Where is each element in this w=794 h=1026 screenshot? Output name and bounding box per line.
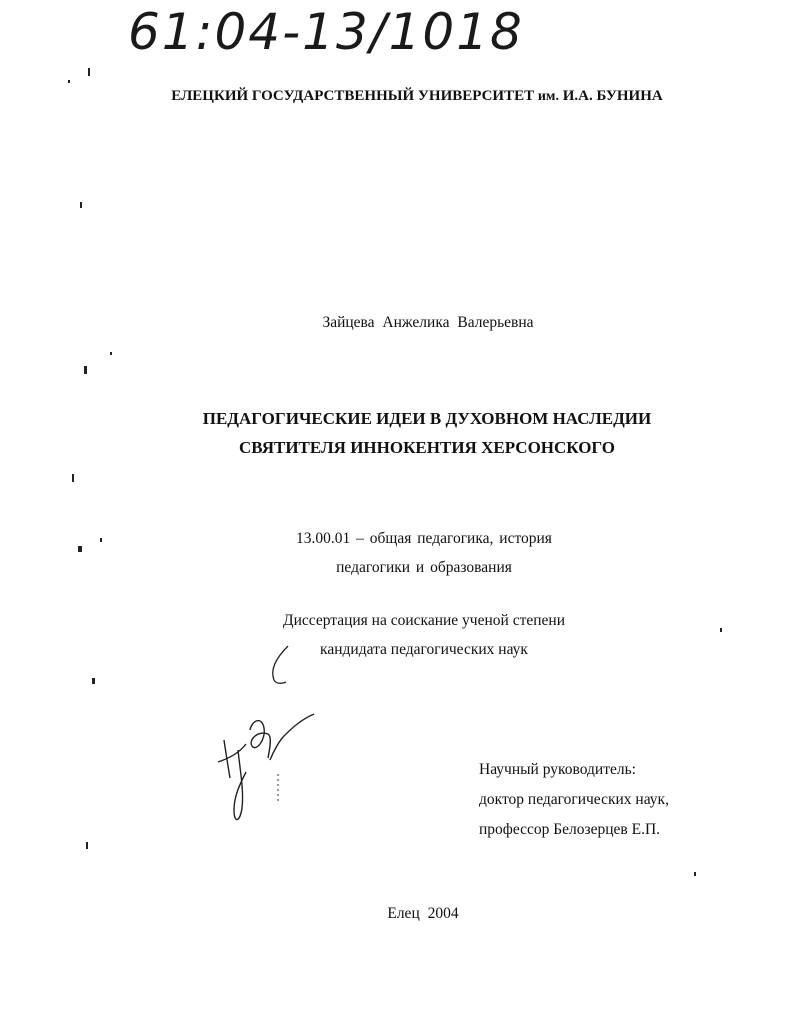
specialty-line-2: педагогики и образования (336, 559, 512, 576)
university-name-prefix: им. (537, 89, 559, 104)
catalog-number-text: 61:04-13/1018 (128, 3, 524, 61)
degree-statement (0, 606, 794, 664)
city-year: Елец 2004 (387, 905, 459, 922)
supervisor-name: профессор Белозерцев Е.П. (479, 821, 661, 838)
supervisor-block (479, 755, 669, 845)
degree-line-1: Диссертация на соискание ученой степени (283, 612, 565, 629)
university-name-main: ЕЛЕЦКИЙ ГОСУДАРСТВЕННЫЙ УНИВЕРСИТЕТ (171, 88, 535, 104)
scan-speck (110, 352, 112, 355)
supervisor-degree: доктор педагогических наук, (479, 791, 669, 808)
specialty-code (0, 524, 794, 582)
specialty-line-1: 13.00.01 – общая педагогика, история (296, 530, 552, 547)
scan-speck (78, 546, 82, 552)
scan-speck (86, 842, 88, 849)
dissertation-title (0, 404, 794, 462)
university-name (0, 88, 794, 105)
university-name-tail: И.А. БУНИНА (562, 88, 663, 104)
scan-speck (694, 872, 696, 876)
scan-speck (80, 202, 82, 208)
scan-speck (68, 80, 70, 83)
scan-speck (720, 628, 722, 632)
pen-mark (266, 640, 296, 690)
scan-speck (92, 678, 95, 684)
supervisor-label: Научный руководитель: (479, 761, 636, 778)
scan-speck (100, 538, 102, 542)
degree-line-2: кандидата педагогических наук (320, 641, 528, 658)
scan-speck (72, 474, 74, 482)
catalog-number-handwritten (128, 0, 528, 70)
signature-image (210, 700, 330, 830)
author-name: Зайцева Анжелика Валерьевна (322, 314, 534, 331)
scan-speck (88, 68, 90, 76)
scan-speck (84, 366, 87, 374)
title-line-1: ПЕДАГОГИЧЕСКИЕ ИДЕИ В ДУХОВНОМ НАСЛЕДИИ (202, 409, 652, 428)
title-line-2: СВЯТИТЕЛЯ ИННОКЕНТИЯ ХЕРСОНСКОГО (238, 438, 616, 457)
